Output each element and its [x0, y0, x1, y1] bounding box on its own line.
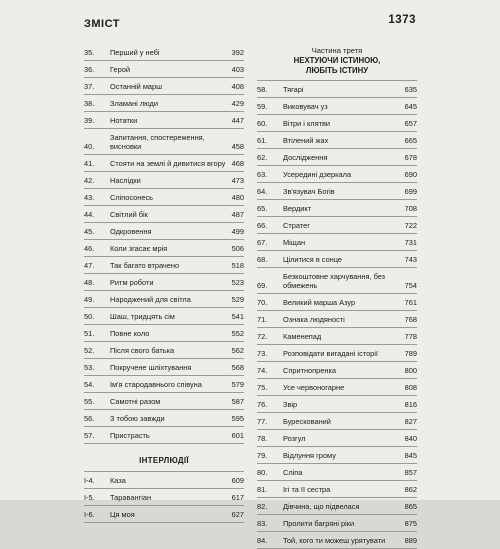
toc-entry [257, 430, 417, 447]
chapter-page: 857 [404, 468, 417, 477]
chapter-title: Перший у небі [110, 48, 160, 57]
chapter-page: 840 [404, 434, 417, 443]
chapter-title: Після свого батька [110, 346, 175, 355]
chapter-number: I-6. [84, 510, 95, 519]
toc-entry [257, 396, 417, 413]
chapter-number: 55. [84, 397, 95, 406]
chapter-number: 39. [84, 116, 95, 125]
chapter-number: 80. [257, 468, 268, 477]
chapter-page: 678 [404, 153, 417, 162]
chapter-page: 708 [404, 204, 417, 213]
chapter-number: 78. [257, 434, 268, 443]
chapter-title: Так багато втрачено [110, 261, 180, 270]
part-title-line2: ЛЮБІТЬ ІСТИНУ [305, 66, 369, 75]
chapter-page: 587 [231, 397, 244, 406]
chapter-title: Відлуння грому [283, 451, 336, 460]
chapter-title: Нотатки [110, 116, 138, 125]
chapter-page: 568 [231, 363, 244, 372]
chapter-title: Розповідати вигадані історії [283, 349, 378, 358]
chapter-page: 529 [231, 295, 244, 304]
chapter-number: 46. [84, 244, 95, 253]
chapter-page: 761 [404, 298, 417, 307]
chapter-page: 808 [404, 383, 417, 392]
chapter-title: Бурескований [283, 417, 331, 426]
chapter-title: Той, кого ти можеш урятувати [283, 536, 386, 545]
toc-entry [257, 481, 417, 498]
chapter-number: 64. [257, 187, 268, 196]
chapter-title: Розгул [283, 434, 306, 443]
page-header [84, 14, 416, 30]
chapter-page: 473 [231, 176, 244, 185]
toc-entry [257, 345, 417, 362]
toc-entry [84, 129, 244, 155]
chapter-title: Пристрасть [110, 431, 150, 440]
chapter-title: Народжений для світла [110, 295, 191, 304]
chapter-page: 487 [231, 210, 244, 219]
toc-entry [257, 200, 417, 217]
toc-entry [257, 447, 417, 464]
chapter-page: 408 [231, 82, 244, 91]
toc-entry [84, 506, 244, 523]
chapter-number: 42. [84, 176, 95, 185]
chapter-number: 37. [84, 82, 95, 91]
chapter-page: 657 [404, 119, 417, 128]
chapter-title: Каменепад [283, 332, 322, 341]
toc-entry [84, 325, 244, 342]
chapter-page: 722 [404, 221, 417, 230]
toc-entry [257, 183, 417, 200]
chapter-title: Ім'я стародавнього співуна [110, 380, 202, 389]
chapter-page: 889 [404, 536, 417, 545]
chapter-number: 75. [257, 383, 268, 392]
chapter-title: Дослідження [283, 153, 328, 162]
chapter-page: 552 [231, 329, 244, 338]
toc-entry [84, 393, 244, 410]
chapter-number: 54. [84, 380, 95, 389]
chapter-title: Світлий бік [110, 210, 148, 219]
chapter-number: 41. [84, 159, 95, 168]
chapter-number: 38. [84, 99, 95, 108]
toc-left-column [84, 44, 244, 523]
chapter-page: 754 [404, 281, 417, 290]
chapter-title: Усередині дзеркала [283, 170, 352, 179]
toc-entry [84, 61, 244, 78]
toc-entry [257, 379, 417, 396]
toc-entry [257, 532, 417, 549]
chapter-number: 79. [257, 451, 268, 460]
chapter-page: 816 [404, 400, 417, 409]
chapter-number: 60. [257, 119, 268, 128]
chapter-number: I-5. [84, 493, 95, 502]
toc-entry [257, 464, 417, 481]
chapter-title: Зламані люди [110, 99, 158, 108]
chapter-page: 579 [231, 380, 244, 389]
chapter-number: 49. [84, 295, 95, 304]
chapter-number: 35. [84, 48, 95, 57]
chapter-number: 82. [257, 502, 268, 511]
chapter-page: 447 [231, 116, 244, 125]
chapter-page: 800 [404, 366, 417, 375]
chapter-number: 65. [257, 204, 268, 213]
page-title: ЗМІСТ [84, 18, 120, 30]
chapter-page: 458 [231, 142, 244, 151]
chapter-number: 70. [257, 298, 268, 307]
chapter-title: Сліпосонесь [110, 193, 154, 202]
chapter-number: 73. [257, 349, 268, 358]
toc-entry [84, 95, 244, 112]
chapter-title: Дівчина, що підвелася [283, 502, 360, 511]
chapter-number: 59. [257, 102, 268, 111]
part-title-line1: НЕХТУЮЧИ ІСТИНОЮ, [293, 56, 381, 65]
toc-entry [257, 132, 417, 149]
chapter-title: Ознака людяності [283, 315, 345, 324]
chapter-title: Втілений жах [283, 136, 329, 145]
toc-entry [84, 308, 244, 325]
chapter-page: 845 [404, 451, 417, 460]
toc-entry [257, 166, 417, 183]
interludes-heading: ІНТЕРЛЮДІЇ [84, 444, 244, 472]
chapter-page: 506 [231, 244, 244, 253]
chapter-title: Безкоштовне харчування, без обмежень [283, 272, 386, 290]
chapter-title: Великий марша Азур [283, 298, 356, 307]
toc-entry [84, 342, 244, 359]
toc-entry [84, 376, 244, 393]
toc-entry [84, 112, 244, 129]
chapter-number: 56. [84, 414, 95, 423]
toc-entry [84, 44, 244, 61]
toc-entry [84, 359, 244, 376]
chapter-title: З тобою завжди [110, 414, 165, 423]
toc-entry [84, 489, 244, 506]
chapter-title: Зв'язувач Богів [283, 187, 335, 196]
chapter-page: 665 [404, 136, 417, 145]
toc-entry [257, 413, 417, 430]
chapter-title: Пролити багряні ріки [283, 519, 355, 528]
chapter-page: 778 [404, 332, 417, 341]
chapter-page: 690 [404, 170, 417, 179]
toc-entry [84, 240, 244, 257]
chapter-title: Вердикт [283, 204, 312, 213]
chapter-title: Стояти на землі й дивитися вгору [110, 159, 226, 168]
interludes-list [84, 472, 244, 523]
chapter-title: Коли згасає мрія [110, 244, 168, 253]
chapter-page: 827 [404, 417, 417, 426]
toc-entry [84, 257, 244, 274]
chapter-number: 69. [257, 281, 268, 290]
chapter-number: 45. [84, 227, 95, 236]
chapter-title: Цілитися в сонце [283, 255, 343, 264]
chapter-number: 36. [84, 65, 95, 74]
chapter-title: Запитання, спостереження, висновки [110, 133, 205, 151]
toc-entry [84, 291, 244, 308]
page-number: 1373 [388, 14, 416, 26]
chapter-title: Вітри і клятви [283, 119, 331, 128]
chapter-page: 541 [231, 312, 244, 321]
chapter-title: Самотні разом [110, 397, 161, 406]
chapter-number: 68. [257, 255, 268, 264]
chapter-number: 84. [257, 536, 268, 545]
chapter-page: 865 [404, 502, 417, 511]
chapter-title: Каза [110, 476, 126, 485]
chapter-page: 562 [231, 346, 244, 355]
chapter-title: Стратег [283, 221, 310, 230]
toc-entry [257, 115, 417, 132]
chapter-title: Звір [283, 400, 298, 409]
toc-entry [257, 149, 417, 166]
chapter-number: 66. [257, 221, 268, 230]
chapter-number: 44. [84, 210, 95, 219]
toc-entry [257, 362, 417, 379]
chapter-number: 50. [84, 312, 95, 321]
toc-entry [257, 328, 417, 345]
chapter-title: Спритнопренка [283, 366, 336, 375]
toc-entry [257, 98, 417, 115]
chapter-number: 72. [257, 332, 268, 341]
toc-left-list [84, 44, 244, 444]
chapter-page: 862 [404, 485, 417, 494]
chapter-title: Покручене шліхтування [110, 363, 192, 372]
chapter-page: 768 [404, 315, 417, 324]
toc-entry [84, 223, 244, 240]
chapter-title: Повне коло [110, 329, 150, 338]
chapter-number: 47. [84, 261, 95, 270]
chapter-number: 61. [257, 136, 268, 145]
toc-entry [84, 427, 244, 444]
chapter-number: 63. [257, 170, 268, 179]
chapter-title: Герой [110, 65, 130, 74]
chapter-title: Останній марш [110, 82, 163, 91]
chapter-number: 77. [257, 417, 268, 426]
chapter-page: 743 [404, 255, 417, 264]
toc-entry [84, 172, 244, 189]
chapter-page: 392 [231, 48, 244, 57]
toc-entry [257, 268, 417, 294]
chapter-number: 67. [257, 238, 268, 247]
chapter-number: 76. [257, 400, 268, 409]
chapter-page: 635 [404, 85, 417, 94]
toc-right-column [257, 44, 417, 549]
toc-entry [84, 155, 244, 172]
chapter-title: Ігі та Ії сестра [283, 485, 331, 494]
toc-entry [257, 234, 417, 251]
toc-entry [257, 498, 417, 515]
chapter-number: 83. [257, 519, 268, 528]
toc-entry [84, 274, 244, 291]
toc-entry [257, 251, 417, 268]
chapter-page: 429 [231, 99, 244, 108]
chapter-title: Одкровення [110, 227, 152, 236]
toc-entry [84, 189, 244, 206]
chapter-title: Виковувач уз [283, 102, 328, 111]
toc-right-list [257, 81, 417, 549]
toc-entry [257, 515, 417, 532]
chapter-page: 480 [231, 193, 244, 202]
chapter-number: 53. [84, 363, 95, 372]
chapter-number: 62. [257, 153, 268, 162]
chapter-page: 601 [231, 431, 244, 440]
chapter-number: 51. [84, 329, 95, 338]
chapter-number: I-4. [84, 476, 95, 485]
chapter-number: 58. [257, 85, 268, 94]
toc-entry [257, 311, 417, 328]
chapter-page: 609 [231, 476, 244, 485]
chapter-number: 48. [84, 278, 95, 287]
toc-entry [84, 78, 244, 95]
toc-entry [84, 206, 244, 223]
chapter-title: Ритм роботи [110, 278, 154, 287]
chapter-title: Тягарі [283, 85, 304, 94]
chapter-number: 40. [84, 142, 95, 151]
chapter-page: 789 [404, 349, 417, 358]
chapter-title: Усе червоногарне [283, 383, 345, 392]
chapter-page: 523 [231, 278, 244, 287]
toc-entry [257, 81, 417, 98]
part-heading [257, 44, 417, 81]
chapter-page: 617 [231, 493, 244, 502]
chapter-page: 595 [231, 414, 244, 423]
chapter-number: 43. [84, 193, 95, 202]
toc-entry [257, 294, 417, 311]
toc-entry [84, 472, 244, 489]
chapter-title: Міщан [283, 238, 306, 247]
chapter-title: Ця моя [110, 510, 135, 519]
chapter-page: 627 [231, 510, 244, 519]
chapter-number: 57. [84, 431, 95, 440]
chapter-page: 875 [404, 519, 417, 528]
chapter-page: 645 [404, 102, 417, 111]
chapter-number: 52. [84, 346, 95, 355]
chapter-number: 81. [257, 485, 268, 494]
chapter-page: 499 [231, 227, 244, 236]
chapter-page: 518 [231, 261, 244, 270]
chapter-title: Шаш, тридцять сім [110, 312, 175, 321]
chapter-title: Таравангіан [110, 493, 152, 502]
part-label: Частина третя [311, 46, 363, 55]
toc-entry [84, 410, 244, 427]
chapter-title: Сліпа [283, 468, 303, 477]
chapter-page: 468 [231, 159, 244, 168]
toc-entry [257, 217, 417, 234]
chapter-number: 71. [257, 315, 268, 324]
chapter-title: Наслідки [110, 176, 141, 185]
chapter-page: 731 [404, 238, 417, 247]
chapter-page: 403 [231, 65, 244, 74]
chapter-page: 699 [404, 187, 417, 196]
chapter-number: 74. [257, 366, 268, 375]
